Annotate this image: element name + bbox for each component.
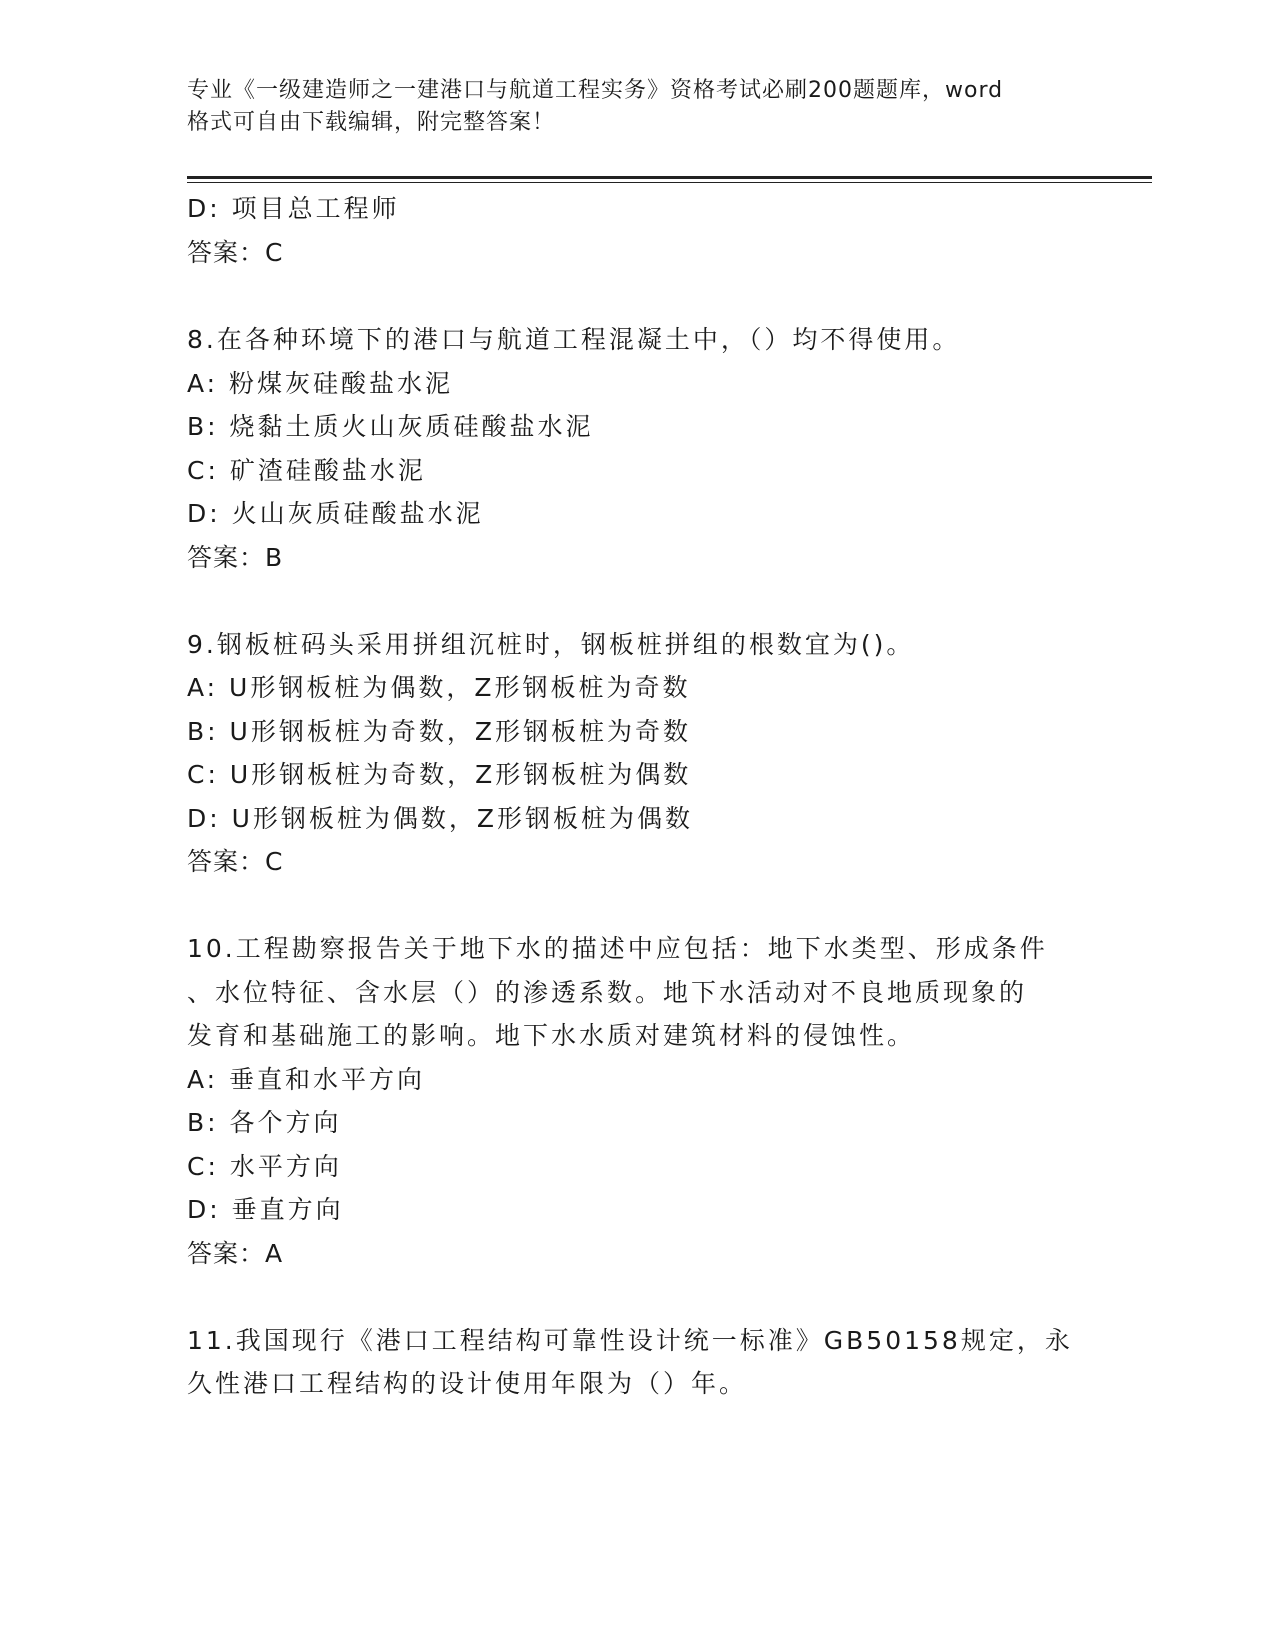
q9-answer: 答案：C — [187, 847, 284, 876]
header-line-2: 格式可自由下载编辑，附完整答案！ — [187, 110, 556, 135]
q10-option-c: C: 水平方向 — [187, 1152, 342, 1181]
q7-option-d: D: 项目总工程师 — [187, 194, 400, 223]
q10-stem-line-1: 10.工程勘察报告关于地下水的描述中应包括：地下水类型、形成条件 — [187, 934, 1048, 963]
q8-answer: 答案：B — [187, 543, 284, 572]
q10-stem-line-2: 、水位特征、含水层（）的渗透系数。地下水活动对不良地质现象的 — [187, 978, 1028, 1007]
q8-option-a: A: 粉煤灰硅酸盐水泥 — [187, 369, 454, 398]
q8-option-d: D: 火山灰质硅酸盐水泥 — [187, 499, 484, 528]
q7-answer: 答案：C — [187, 238, 284, 267]
q9-option-d: D: U形钢板桩为偶数，Z形钢板桩为偶数 — [187, 804, 694, 833]
q10-option-a: A: 垂直和水平方向 — [187, 1065, 426, 1094]
q11-stem-line-1: 11.我国现行《港口工程结构可靠性设计统一标准》GB50158规定，永 — [187, 1326, 1073, 1355]
q10-stem-line-3: 发育和基础施工的影响。地下水水质对建筑材料的侵蚀性。 — [187, 1021, 916, 1050]
q8-stem: 8.在各种环境下的港口与航道工程混凝土中，（）均不得使用。 — [187, 325, 961, 354]
q8-option-b: B: 烧黏土质火山灰质硅酸盐水泥 — [187, 412, 594, 441]
q9-stem: 9.钢板桩码头采用拼组沉桩时，钢板桩拼组的根数宜为()。 — [187, 630, 915, 659]
q10-answer: 答案：A — [187, 1239, 284, 1268]
q10-option-d: D: 垂直方向 — [187, 1195, 344, 1224]
q9-option-c: C: U形钢板桩为奇数，Z形钢板桩为偶数 — [187, 760, 692, 789]
q10-option-b: B: 各个方向 — [187, 1108, 342, 1137]
header-line-1: 专业《一级建造师之一建港口与航道工程实务》资格考试必刷200题题库，word — [187, 78, 1004, 103]
q11-stem-line-2: 久性港口工程结构的设计使用年限为（）年。 — [187, 1369, 748, 1398]
document-header — [187, 75, 1077, 139]
header-rule-thick — [187, 176, 1152, 179]
q9-option-a: A: U形钢板桩为偶数，Z形钢板桩为奇数 — [187, 673, 691, 702]
q8-option-c: C: 矿渣硅酸盐水泥 — [187, 456, 426, 485]
header-rule-thin — [187, 182, 1152, 183]
q9-option-b: B: U形钢板桩为奇数，Z形钢板桩为奇数 — [187, 717, 691, 746]
